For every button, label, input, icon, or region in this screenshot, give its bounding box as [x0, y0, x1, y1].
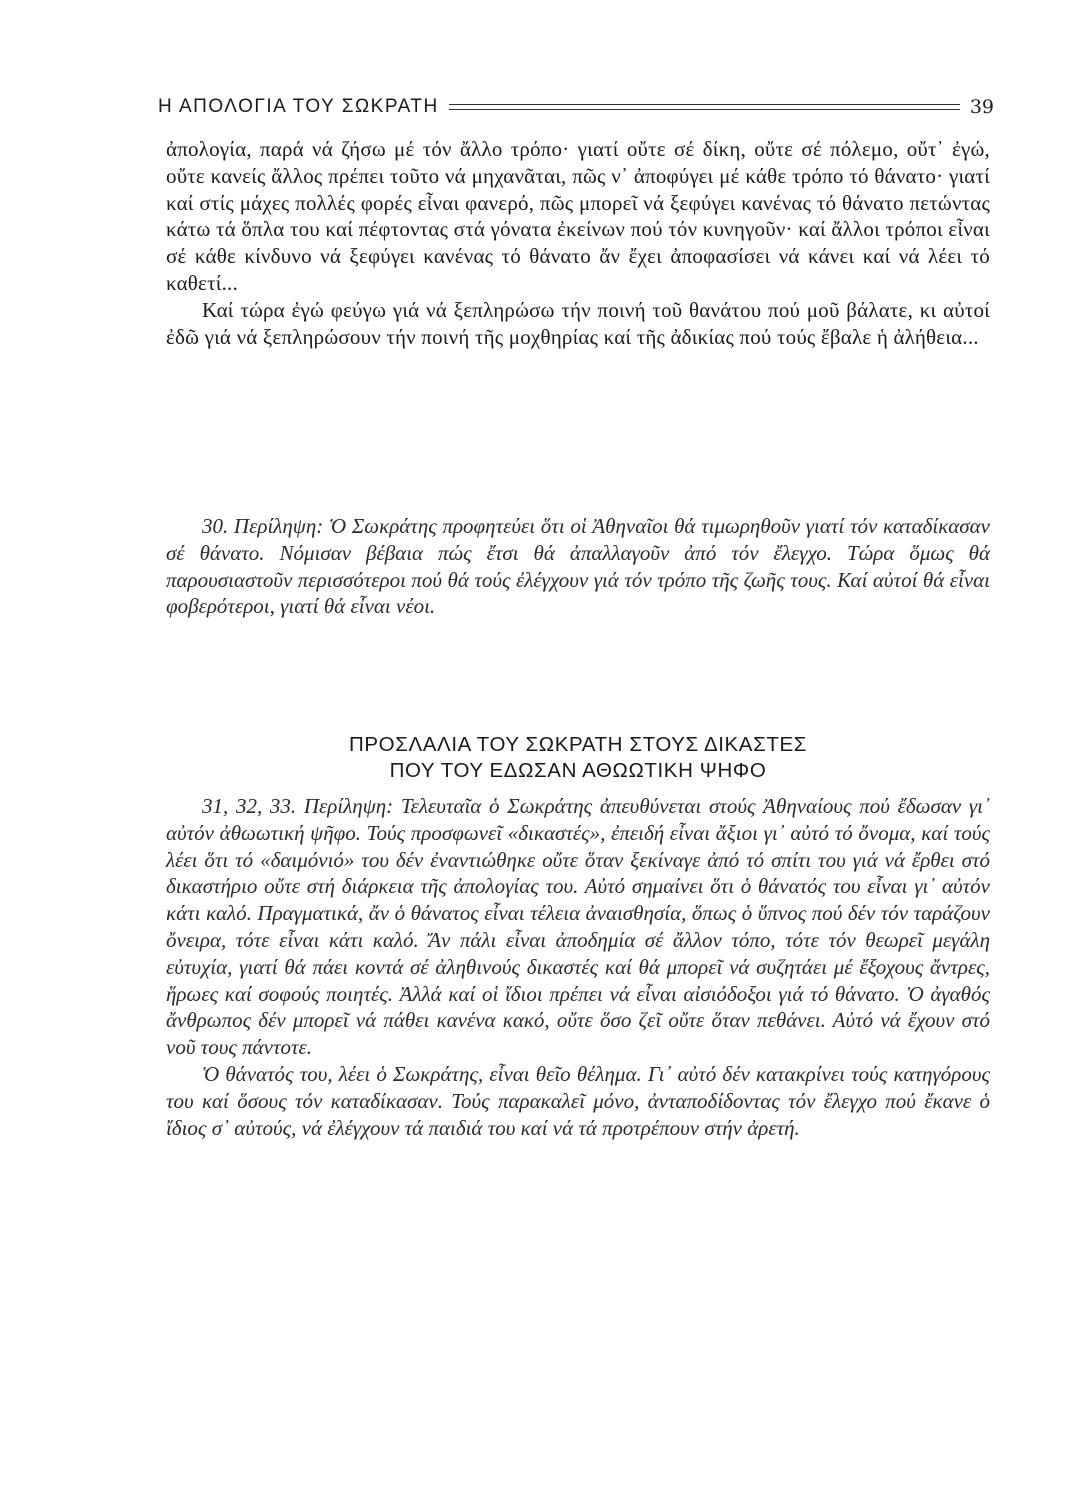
running-title: Η ΑΠΟΛΟΓΙΑ ΤΟΥ ΣΩΚΡΑΤΗ [158, 96, 439, 117]
summary-paragraph: Ὁ θάνατός του, λέει ὁ Σωκράτης, εἶναι θεῖο θέλημα. Γι᾽ αὐτό δέν κατακρίνει τούς κατηγόρους του καί ὅσους τόν καταδίκασαν. Τούς παρακαλεῖ μόνο, ἀνταποδίδοντας τόν ἔλεγχο πού ἔκανε ὁ ἴδιος σ᾽ αὐτούς, νά ἐλέγχουν τά παιδιά του καί νά τά προτρέπουν στήν ἀρετή. [166, 1061, 990, 1140]
summary-paragraph: 30. Περίληψη: Ὁ Σωκράτης προφητεύει ὅτι οἱ Ἀθηναῖοι θά τιμωρηθοῦν γιατί τόν καταδίκασαν σέ θάνατο. Νόμισαν βέβαια πώς ἔτσι θά ἀπαλλαγοῦν ἀπό τόν ἔλεγχο. Τώρα ὅμως θά παρουσιαστοῦν περισσότεροι πού θά τούς ἐλέγχουν γιά τόν τρόπο τῆς ζωῆς τους. Καί αὐτοί θά εἶναι φοβερότεροι, γιατί θά εἶναι νέοι. [166, 514, 990, 619]
section-summary-block [166, 793, 990, 1141]
header-double-rule [449, 104, 960, 110]
running-header [158, 92, 994, 122]
body-paragraph: ἀπολογία, παρά νά ζήσω μέ τόν ἄλλο τρόπο· γιατί οὔτε σέ δίκη, οὔτε σέ πόλεμο, οὔτ᾽ ἐγώ, οὔτε κανείς ἄλλος πρέπει τοῦτο νά μηχανᾶται, πῶς ν᾽ ἀποφύγει μέ κάθε τρόπο τό θάνατο· γιατί καί στίς μάχες πολλές φορές εἶναι φανερό, πῶς μπορεῖ νά ξεφύγει κανένας τό θάνατο πετώντας κάτω τά ὅπλα του καί πέφτοντας στά γόνατα ἐκείνων πού τόν κυνηγοῦν· καί ἄλλοι τρόποι εἶναι σέ κάθε κίνδυνο νά ξεφύγει κανένας τό θάνατο ἄν ἔχει ἀποφασίσει νά κάνει καί νά λέει τό καθετί... [166, 137, 990, 295]
summary-block [166, 513, 990, 620]
section-heading [166, 732, 990, 784]
section-heading-line: ΠΡΟΣΛΑΛΙΑ ΤΟΥ ΣΩΚΡΑΤΗ ΣΤΟΥΣ ΔΙΚΑΣΤΕΣ [348, 733, 808, 756]
page-number: 39 [969, 96, 994, 118]
body-paragraph: Καί τώρα ἐγώ φεύγω γιά νά ξεπληρώσω τήν ποινή τοῦ θανάτου πού μοῦ βάλατε, κι αὐτοί ἐδῶ γιά νά ξεπληρώσουν τήν ποινή τῆς μοχθηρίας καί τῆς ἀδικίας πού τούς ἔβαλε ἡ ἀλήθεια... [166, 297, 990, 349]
apology-text-block [166, 136, 990, 350]
summary-paragraph: 31, 32, 33. Περίληψη: Τελευταῖα ὁ Σωκράτης ἀπευθύνεται στούς Ἀθηναίους πού ἔδωσαν γι᾽ αὐτόν ἀθωωτική ψῆφο. Τούς προσφωνεῖ «δικαστές», ἐπειδή εἶναι ἄξιοι γι᾽ αὐτό τό ὄνομα, καί τούς λέει ὅτι τό «δαιμόνιό» του δέν ἐναντιώθηκε οὔτε ὅταν ξεκίναγε ἀπό τό σπίτι του γιά νά ἔρθει στό δικαστήριο οὔτε στή διάρκεια τῆς ἀπολογίας του. Αὐτό σημαίνει ὅτι ὁ θάνατός του εἶναι γι᾽ αὐτόν κάτι καλό. Πραγματικά, ἄν ὁ θάνατος εἶναι τέλεια ἀναισθησία, ὅπως ὁ ὕπνος πού δέν τόν ταράζουν ὄνειρα, τότε εἶναι κάτι καλό. Ἄν πάλι εἶναι ἀποδημία σέ ἄλλον τόπο, τότε τόν θεωρεῖ μεγάλη εὐτυχία, γιατί θά πάει κοντά σέ ἀληθινούς δικαστές καί θά μπορεῖ νά συζητάει μέ ἔξοχους ἄντρες, ἥρωες καί σοφούς ποιητές. Ἀλλά καί οἱ ἴδιοι πρέπει νά εἶναι αἰσιόδοξοι γιά τό θάνατο. Ὁ ἀγαθός ἄνθρωπος δέν μπορεῖ νά πάθει κανένα κακό, οὔτε ὅσο ζεῖ οὔτε ὅταν πεθάνει. Αὐτό νά ἔχουν στό νοῦ τους πάντοτε. [166, 794, 990, 1060]
section-heading-line: ΠΟΥ ΤΟΥ ΕΔΩΣΑΝ ΑΘΩΩΤΙΚΗ ΨΗΦΟ [389, 759, 767, 782]
